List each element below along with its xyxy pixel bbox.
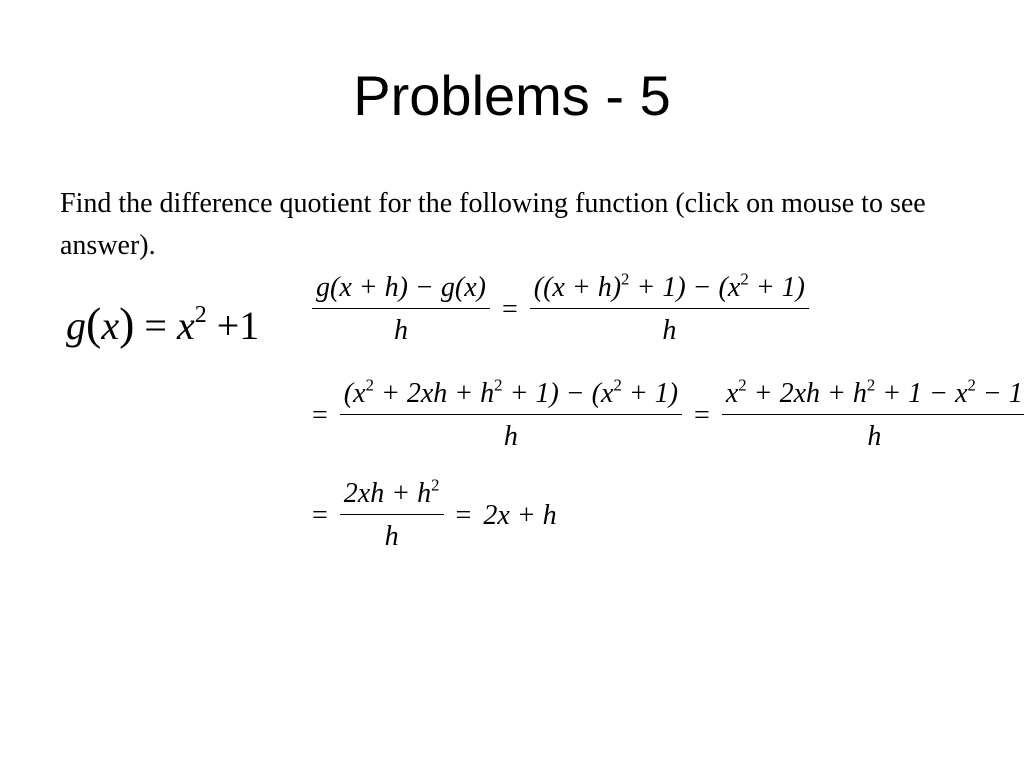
exponent: 2 (365, 375, 374, 395)
dq-denominator: h (393, 315, 408, 347)
equals-sign: = (312, 399, 328, 431)
equals-sign: = (144, 303, 167, 348)
num-part: (x (343, 378, 366, 409)
exponent: 2 (494, 375, 503, 395)
num-part: 2xh + h (343, 478, 432, 509)
exponent: 2 (431, 475, 440, 495)
difference-quotient (312, 272, 490, 347)
given-function (66, 300, 259, 350)
denominator: h (503, 421, 518, 453)
function-arg: x (101, 303, 120, 348)
exponent: 2 (967, 375, 976, 395)
num-part: + 1) − (x (502, 378, 614, 409)
sub-num-part: + 1) − (x (629, 272, 741, 303)
left-paren: ( (86, 298, 102, 349)
distributed-fraction (722, 375, 1024, 453)
solution-line-1 (312, 269, 809, 347)
equals-sign: = (694, 399, 710, 431)
right-paren: ) (119, 298, 135, 349)
expanded-fraction (340, 375, 682, 453)
num-part: + 1 − x (875, 378, 968, 409)
equals-sign: = (455, 499, 472, 531)
equals-sign: = (312, 499, 328, 531)
instruction-text: Find the difference quotient for the following function (click on mouse to see answer). (60, 188, 926, 261)
function-name: g (66, 303, 86, 348)
sub-denominator: h (662, 315, 677, 347)
substituted-fraction (530, 269, 809, 347)
num-part: + 1) (621, 378, 679, 409)
denominator: h (867, 421, 882, 453)
solution-line-2 (312, 375, 1024, 453)
denominator: h (384, 521, 399, 553)
num-part: + 2xh + h (373, 378, 495, 409)
solution-line-3 (312, 475, 557, 553)
num-part: + 2xh + h (746, 378, 867, 409)
final-answer: 2x + h (483, 499, 557, 531)
sub-num-part: ((x + h) (533, 272, 622, 303)
dq-numerator: g(x + h) − g(x) (316, 272, 486, 303)
sub-num-part: + 1) (748, 272, 805, 303)
num-part: x (725, 378, 739, 409)
base-var: x (176, 303, 195, 348)
exponent: 2 (738, 375, 747, 395)
simplified-fraction (340, 475, 444, 553)
exponent: 2 (866, 375, 876, 395)
slide-title: Problems - 5 (353, 64, 671, 127)
constant-term: +1 (216, 303, 260, 348)
exponent: 2 (621, 269, 630, 289)
equals-sign: = (501, 293, 518, 325)
exponent: 2 (613, 375, 622, 395)
exponent: 2 (194, 302, 207, 329)
exponent: 2 (740, 269, 749, 289)
num-part: − 1 (975, 378, 1023, 409)
